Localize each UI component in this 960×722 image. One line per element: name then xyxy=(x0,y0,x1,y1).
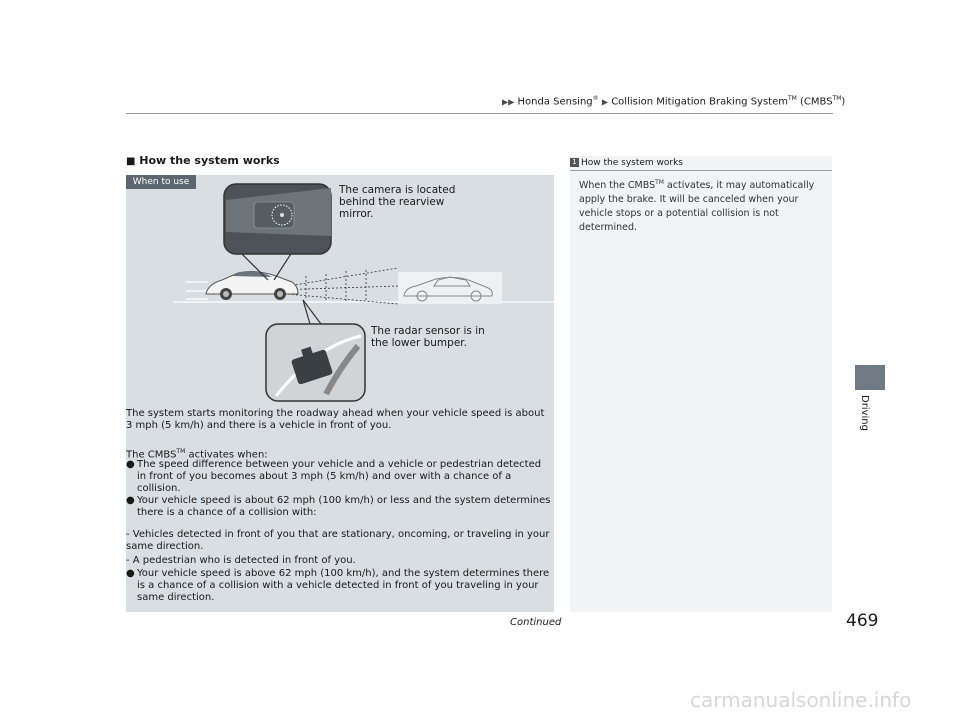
sidebar-heading-text: How the system works xyxy=(581,158,683,168)
trademark-mark-2: TM xyxy=(832,95,842,102)
breadcrumb-item-cmbs[interactable]: Collision Mitigation Braking System xyxy=(611,96,788,108)
sidebar-text xyxy=(579,176,829,235)
trademark-mark: TM xyxy=(787,95,797,102)
section-title xyxy=(126,154,280,167)
header-divider xyxy=(126,113,833,114)
camera-caption xyxy=(339,184,455,220)
sub-item-1: - Vehicles detected in front of you that are stationary, oncoming, or traveling in your same direction. xyxy=(126,529,550,552)
bullet-text-2: Your vehicle speed is about 62 mph (100 km/h) or less and the system determines there is a chance of a collision with: xyxy=(137,495,551,518)
camera-caption-line-2: behind the rearview xyxy=(339,196,445,208)
sidebar-tm: TM xyxy=(655,179,664,186)
bullet-item-3-row xyxy=(126,568,551,604)
radar-callout xyxy=(266,300,365,401)
continued-label: Continued xyxy=(510,617,562,628)
bullet-list xyxy=(126,459,551,519)
sidebar-divider xyxy=(570,170,832,171)
bullet-dot: ● xyxy=(126,495,135,506)
own-car-icon xyxy=(206,271,298,300)
bullet-text-3: Your vehicle speed is above 62 mph (100 km/h), and the system determines there is a chance of a collision with a vehicle detected in front of you traveling in your same direction. xyxy=(137,568,550,603)
chapter-tab[interactable] xyxy=(855,365,885,390)
arrow-icon: ▶ xyxy=(601,97,608,107)
camera-callout xyxy=(224,184,331,280)
intro-paragraph: The system starts monitoring the roadway ahead when your vehicle speed is about 3 mph (5 km/h) and there is a vehicle in front of you. xyxy=(126,408,545,431)
radar-caption-line-2: the lower bumper. xyxy=(371,337,467,349)
bullet-item-1 xyxy=(126,459,551,495)
radar-caption-line-1: The radar sensor is in xyxy=(371,325,485,337)
sidebar-heading xyxy=(570,158,683,168)
bullet-dot: ● xyxy=(126,568,135,579)
note-number-icon: 1 xyxy=(570,158,579,167)
when-to-use-tab: When to use xyxy=(126,175,196,189)
section-title-text: How the system works xyxy=(139,154,280,167)
breadcrumb-paren-close: ) xyxy=(841,96,846,108)
activates-suffix: activates when: xyxy=(185,449,268,461)
breadcrumb-paren-open: (CMBS xyxy=(796,96,833,108)
registered-mark: ® xyxy=(592,95,599,102)
chapter-label: Driving xyxy=(859,395,870,431)
bullet-dot: ● xyxy=(126,459,135,470)
camera-caption-line-3: mirror. xyxy=(339,208,374,220)
bullet-text-1: The speed difference between your vehicle and a vehicle or pedestrian detected in front of you becomes about 3 mph (5 km/h) and over with a chance of a collision. xyxy=(137,459,542,494)
activates-prefix: The CMBS xyxy=(126,449,177,461)
sidebar-text-prefix: When the CMBS xyxy=(579,180,656,192)
watermark: carmanualsonline.info xyxy=(690,688,912,712)
section-square-icon: ■ xyxy=(126,156,136,167)
camera-caption-line-1: The camera is located xyxy=(339,184,456,196)
double-arrow-icon: ▶▶ xyxy=(502,97,515,107)
breadcrumb-item-honda-sensing[interactable]: Honda Sensing xyxy=(517,96,593,108)
bullet-item-2 xyxy=(126,495,551,519)
sidebar-text-suffix: activates, it may automatically apply the brake. It will be canceled when your vehicle stops or a potential collision is not determined. xyxy=(579,180,815,234)
activates-tm: TM xyxy=(176,448,186,455)
page-number: 469 xyxy=(846,611,879,631)
bullet-item-3 xyxy=(126,568,551,604)
radar-caption xyxy=(371,325,485,349)
breadcrumb xyxy=(502,95,845,107)
sub-item-2: - A pedestrian who is detected in front of you. xyxy=(126,555,356,566)
